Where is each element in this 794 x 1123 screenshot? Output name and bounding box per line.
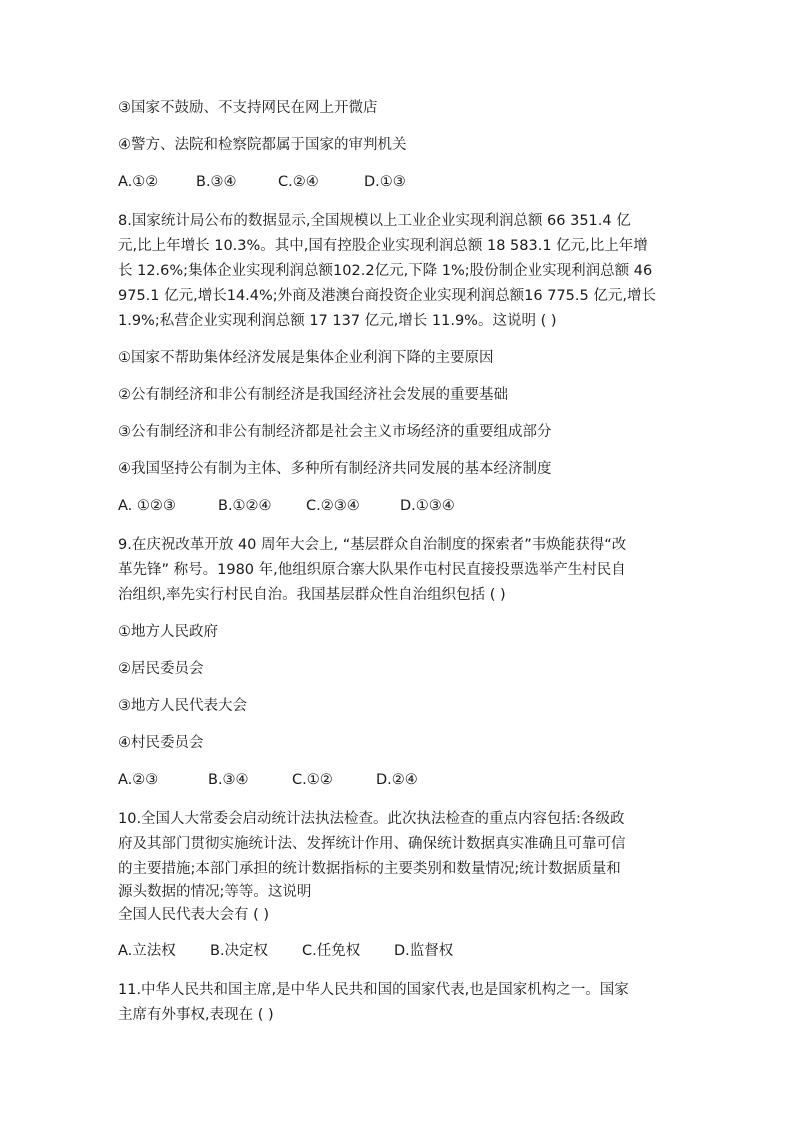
- q8-stem-line: 975.1 亿元,增长14.4%;外商及港澳台商投资企业实现利润总额16 775.5 亿元,增长: [118, 288, 656, 304]
- q10-option-b[interactable]: B.决定权: [210, 943, 269, 959]
- q8-item-2: ②公有制经济和非公有制经济是我国经济社会发展的重要基础: [118, 387, 508, 403]
- q8-item-1: ①国家不帮助集体经济发展是集体企业利润下降的主要原因: [118, 350, 494, 366]
- q11-stem-line: 11.中华人民共和国主席,是中华人民共和国的国家代表,也是国家机构之一。国家: [118, 982, 629, 998]
- q10-stem-line: 府及其部门贯彻实施统计法、发挥统计作用、确保统计数据真实准确且可靠可信: [118, 836, 626, 852]
- q7-option-c[interactable]: C.②④: [278, 174, 319, 190]
- q10-stem: [118, 807, 678, 927]
- q10-option-a[interactable]: A.立法权: [118, 943, 176, 959]
- q9-option-d[interactable]: D.②④: [376, 772, 418, 788]
- q9-options: [118, 768, 678, 793]
- q8-item-4: ④我国坚持公有制为主体、多种所有制经济共同发展的基本经济制度: [118, 461, 552, 477]
- q9-stem-line: 革先锋” 称号。1980 年,他组织原合寨大队果作屯村民直接投票选举产生村民自: [118, 562, 626, 578]
- q9-item-1: ①地方人民政府: [118, 624, 218, 640]
- q7-item-3: ③国家不鼓励、不支持网民在网上开微店: [118, 100, 378, 116]
- q7-option-a[interactable]: A.①②: [118, 174, 159, 190]
- q10-stem-line: 全国人民代表大会有 ( ): [118, 907, 270, 923]
- q8-option-a[interactable]: A. ①②③: [118, 498, 176, 514]
- q9-stem: [118, 533, 678, 608]
- q10-option-c[interactable]: C.任免权: [302, 943, 361, 959]
- q11-stem-line: 主席有外事权,表现在 ( ): [118, 1007, 274, 1023]
- q9-item-2: ②居民委员会: [118, 661, 204, 677]
- q8-stem-line: 1.9%;私营企业实现利润总额 17 137 亿元,增长 11.9%。这说明 ( ): [118, 313, 557, 329]
- q9-item-3: ③地方人民代表大会: [118, 698, 247, 714]
- q7-option-d[interactable]: D.①③: [364, 174, 406, 190]
- q8-stem-line: 元,比上年增长 10.3%。其中,国有控股企业实现利润总额 18 583.1 亿元,比上年增: [118, 238, 648, 254]
- q10-options: [118, 939, 678, 964]
- q8-option-c[interactable]: C.②③④: [306, 498, 360, 514]
- q9-stem-line: 治组织,率先实行村民自治。我国基层群众性自治组织包括 ( ): [118, 587, 506, 603]
- q8-stem-line: 8.国家统计局公布的数据显示,全国规模以上工业企业实现利润总额 66 351.4 亿: [118, 213, 631, 229]
- q8-stem: [118, 209, 678, 334]
- q10-stem-line: 10.全国人大常委会启动统计法执法检查。此次执法检查的重点内容包括:各级政: [118, 811, 625, 827]
- q8-options: [118, 494, 678, 519]
- q7-item-4: ④警方、法院和检察院都属于国家的审判机关: [118, 137, 407, 153]
- document-page: [118, 96, 678, 1028]
- q11-stem: [118, 978, 678, 1028]
- q9-option-a[interactable]: A.②③: [118, 772, 159, 788]
- q7-option-b[interactable]: B.③④: [196, 174, 237, 190]
- q8-stem-line: 长 12.6%;集体企业实现利润总额102.2亿元,下降 1%;股份制企业实现利润总额 46: [118, 263, 653, 279]
- q8-item-3: ③公有制经济和非公有制经济都是社会主义市场经济的重要组成部分: [118, 424, 552, 440]
- q10-stem-line: 的主要措施;本部门承担的统计数据指标的主要类别和数量情况;统计数据质量和: [118, 861, 621, 877]
- q8-option-d[interactable]: D.①③④: [400, 498, 455, 514]
- q9-option-b[interactable]: B.③④: [208, 772, 249, 788]
- q10-option-d[interactable]: D.监督权: [394, 943, 454, 959]
- q8-option-b[interactable]: B.①②④: [218, 498, 272, 514]
- q9-stem-line: 9.在庆祝改革开放 40 周年大会上, “基层群众自治制度的探索者”韦焕能获得“改: [118, 537, 627, 553]
- q9-item-4: ④村民委员会: [118, 735, 204, 751]
- q10-stem-line: 源头数据的情况;等等。这说明: [118, 884, 312, 900]
- q9-option-c[interactable]: C.①②: [292, 772, 333, 788]
- q7-options: [118, 170, 678, 195]
